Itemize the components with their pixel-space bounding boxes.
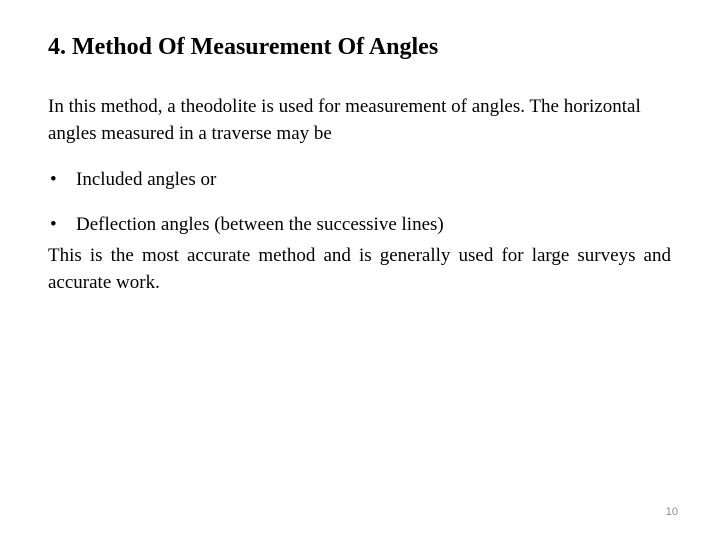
bullet-marker: • xyxy=(50,169,57,190)
slide-title: 4. Method Of Measurement Of Angles xyxy=(48,34,439,60)
bullet-text: Deflection angles (between the successive lines) xyxy=(76,214,444,235)
intro-paragraph: In this method, a theodolite is used for measurement of angles. The horizontal angles measured in a traverse may be xyxy=(48,96,641,144)
page-number: 10 xyxy=(665,506,678,518)
bullet-text: Included angles or xyxy=(76,169,217,190)
bullet-marker: • xyxy=(50,214,57,235)
bullet-item-included-angles xyxy=(50,166,670,193)
bullet-item-deflection-angles xyxy=(50,211,670,238)
closing-paragraph: This is the most accurate method and is generally used for large surveys and accurate work. xyxy=(48,245,671,293)
